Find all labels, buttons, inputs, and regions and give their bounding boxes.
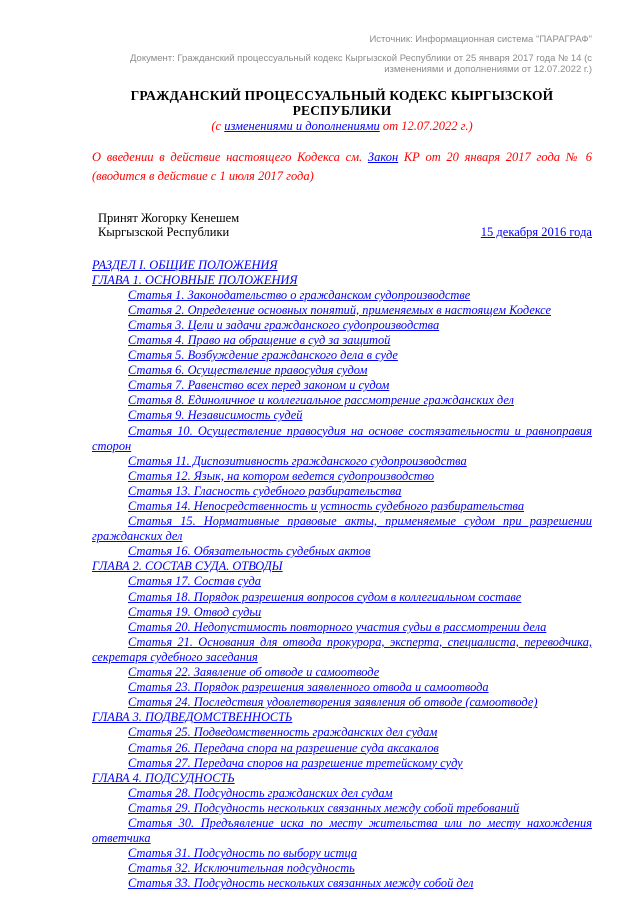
source-line: Источник: Информационная система "ПАРАГРАФ": [369, 34, 592, 45]
toc-article-link[interactable]: Статья 21. Основания для отвода прокурора, эксперта, специалиста, переводчика, секретаря судебного заседания: [92, 634, 592, 664]
toc-line-article: [92, 514, 592, 544]
toc-line-chapter: [92, 710, 592, 725]
toc-line-article: [92, 876, 592, 891]
toc-chapter-link[interactable]: ГЛАВА 3. ПОДВЕДОМСТВЕННОСТЬ: [92, 710, 293, 725]
toc-article-link[interactable]: Статья 25. Подведомственность гражданских дел судам: [128, 725, 438, 740]
toc-article-link[interactable]: Статья 23. Порядок разрешения заявленного отвода и самоотвода: [128, 680, 489, 695]
toc-chapter-link[interactable]: ГЛАВА 1. ОСНОВНЫЕ ПОЛОЖЕНИЯ: [92, 272, 298, 287]
toc-line-section: [92, 258, 592, 273]
toc-line-chapter: [92, 273, 592, 288]
toc-line-article: [92, 665, 592, 680]
amendments-link[interactable]: изменениями и дополнениями: [224, 118, 380, 133]
document-meta: [92, 34, 592, 76]
toc-line-article: [92, 741, 592, 756]
toc-chapter-link[interactable]: ГЛАВА 2. СОСТАВ СУДА. ОТВОДЫ: [92, 559, 283, 574]
toc-article-link[interactable]: Статья 1. Законодательство о гражданском судопроизводстве: [128, 287, 471, 302]
toc-line-article: [92, 574, 592, 589]
enactment-note-text-before: О введении в действие настоящего Кодекса см.: [92, 149, 368, 164]
toc-line-article: [92, 484, 592, 499]
toc-line-article: [92, 408, 592, 423]
toc-article-link[interactable]: Статья 10. Осуществление правосудия на основе состязательности и равноправия сторон: [92, 423, 592, 453]
toc-line-article: [92, 680, 592, 695]
toc-article-link[interactable]: Статья 17. Состав суда: [128, 574, 261, 589]
toc-article-link[interactable]: Статья 3. Цели и задачи гражданского судопроизводства: [128, 317, 440, 332]
toc-line-article: [92, 605, 592, 620]
toc-line-article: [92, 786, 592, 801]
toc-article-link[interactable]: Статья 14. Непосредственность и устность судебного разбирательства: [128, 499, 525, 513]
toc-line-article: [92, 801, 592, 816]
toc-line-article: [92, 333, 592, 348]
toc-chapter-link[interactable]: ГЛАВА 4. ПОДСУДНОСТЬ: [92, 770, 235, 785]
toc-article-link[interactable]: Статья 29. Подсудность нескольких связанных между собой требований: [128, 800, 520, 815]
toc-line-article: [92, 378, 592, 393]
toc-article-link[interactable]: Статья 28. Подсудность гражданских дел судам: [128, 785, 393, 800]
adoption-line1: Принят Жогорку Кенешем: [98, 210, 240, 225]
toc-article-link[interactable]: Статья 15. Нормативные правовые акты, применяемые судом при разрешении гражданских дел: [92, 514, 592, 544]
toc-line-chapter: [92, 559, 592, 574]
subtitle-prefix: (с: [211, 118, 225, 133]
adoption-line2: Кыргызской Республики: [98, 225, 230, 239]
table-of-contents: [92, 258, 592, 892]
enactment-note: [92, 148, 592, 187]
toc-article-link[interactable]: Статья 26. Передача спора на разрешение суда аксакалов: [128, 740, 439, 755]
toc-line-article: [92, 695, 592, 710]
toc-line-article: [92, 725, 592, 740]
toc-line-article: [92, 846, 592, 861]
adoption-block: [92, 211, 592, 240]
toc-article-link[interactable]: Статья 31. Подсудность по выбору истца: [128, 846, 358, 861]
toc-line-article: [92, 544, 592, 559]
document-line: Документ: Гражданский процессуальный кодекс Кыргызской Республики от 25 января 2017 года № 14 (с изменениями и дополнениями от 12.07.2022 г.): [130, 52, 592, 75]
toc-line-article: [92, 756, 592, 771]
toc-article-link[interactable]: Статья 22. Заявление об отводе и самоотводе: [128, 665, 380, 680]
toc-article-link[interactable]: Статья 16. Обязательность судебных актов: [128, 544, 371, 559]
toc-section-link[interactable]: РАЗДЕЛ I. ОБЩИЕ ПОЛОЖЕНИЯ: [92, 257, 278, 272]
toc-line-article: [92, 288, 592, 303]
toc-article-link[interactable]: Статья 18. Порядок разрешения вопросов судом в коллегиальном составе: [128, 589, 522, 604]
toc-article-link[interactable]: Статья 24. Последствия удовлетворения заявления об отводе (самоотводе): [128, 695, 538, 710]
toc-line-article: [92, 303, 592, 318]
toc-article-link[interactable]: Статья 12. Язык, на котором ведется судопроизводство: [128, 468, 435, 483]
toc-line-article: [92, 816, 592, 846]
toc-article-link[interactable]: Статья 33. Подсудность нескольких связанных между собой дел: [128, 876, 474, 891]
toc-line-article: [92, 318, 592, 333]
enactment-note-text-after: КР от 20 января 2017 года № 6 (вводится в действие с 1 июля 2017 года): [92, 149, 592, 183]
document-title: ГРАЖДАНСКИЙ ПРОЦЕССУАЛЬНЫЙ КОДЕКС КЫРГЫЗСКОЙ РЕСПУБЛИКИ: [130, 87, 554, 118]
toc-article-link[interactable]: Статья 9. Независимость судей: [128, 408, 303, 423]
toc-line-article: [92, 454, 592, 469]
toc-article-link[interactable]: Статья 32. Исключительная подсудность: [128, 861, 355, 876]
toc-line-article: [92, 348, 592, 363]
adoption-date-link[interactable]: 15 декабря 2016 года: [480, 225, 592, 239]
toc-line-article: [92, 861, 592, 876]
toc-article-link[interactable]: Статья 19. Отвод судьи: [128, 604, 262, 619]
toc-article-link[interactable]: Статья 8. Единоличное и коллегиальное рассмотрение гражданских дел: [128, 393, 514, 408]
toc-line-article: [92, 469, 592, 484]
toc-line-article: [92, 363, 592, 378]
toc-line-article: [92, 635, 592, 665]
toc-article-link[interactable]: Статья 30. Предъявление иска по месту жительства или по месту нахождения ответчика: [92, 815, 592, 846]
toc-article-link[interactable]: Статья 5. Возбуждение гражданского дела в суде: [128, 348, 398, 363]
toc-line-chapter: [92, 771, 592, 786]
toc-line-article: [92, 393, 592, 408]
document-subtitle: [92, 119, 592, 134]
toc-article-link[interactable]: Статья 27. Передача споров на разрешение третейскому суду: [128, 755, 463, 770]
toc-article-link[interactable]: Статья 20. Недопустимость повторного участия судьи в рассмотрении дела: [128, 619, 547, 634]
toc-article-link[interactable]: Статья 13. Гласность судебного разбирательства: [128, 483, 402, 498]
toc-article-link[interactable]: Статья 11. Диспозитивность гражданского судопроизводства: [128, 453, 467, 468]
toc-line-article: [92, 620, 592, 635]
law-link[interactable]: Закон: [367, 149, 399, 164]
toc-article-link[interactable]: Статья 7. Равенство всех перед законом и судом: [128, 378, 390, 393]
toc-line-article: [92, 590, 592, 605]
toc-article-link[interactable]: Статья 2. Определение основных понятий, применяемых в настоящем Кодексе: [128, 302, 552, 317]
toc-line-article: [92, 499, 592, 514]
toc-line-article: [92, 424, 592, 454]
toc-article-link[interactable]: Статья 6. Осуществление правосудия судом: [128, 363, 368, 378]
toc-article-link[interactable]: Статья 4. Право на обращение в суд за защитой: [128, 332, 391, 347]
subtitle-suffix: от 12.07.2022 г.): [379, 118, 473, 133]
